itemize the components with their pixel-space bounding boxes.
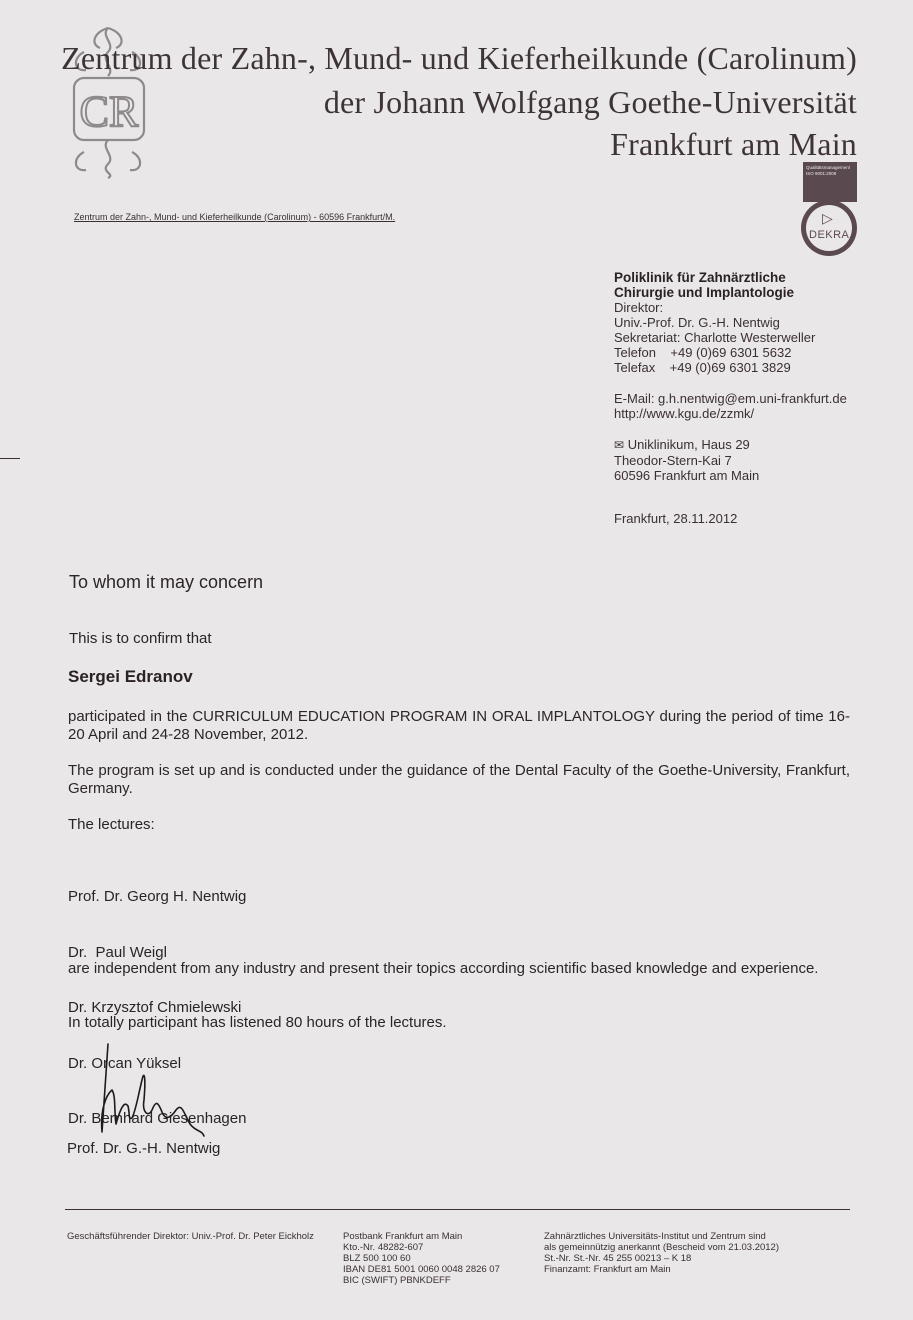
website: http://www.kgu.de/zzmk/ <box>614 406 755 421</box>
director-label: Direktor: <box>614 300 664 315</box>
footer-divider <box>65 1209 850 1210</box>
footer-legal-line: Zahnärztliches Universitäts-Institut und Zentrum sind <box>544 1231 766 1242</box>
director-name: Univ.-Prof. Dr. G.-H. Nentwig <box>614 315 780 330</box>
dekra-arrow-icon: ▷ <box>822 210 833 226</box>
lecturers-heading: The lectures: <box>68 816 155 833</box>
paragraph-program: The program is set up and is conducted under the guidance of the Dental Faculty of the Goethe-University, Frankfurt, Germany. <box>68 762 850 797</box>
footer-legal-line: St.-Nr. St.-Nr. 45 255 00213 – K 18 <box>544 1253 692 1264</box>
address-line-1 <box>614 437 847 453</box>
header-line-1: Zentrum der Zahn-, Mund- und Kieferheilkunde (Carolinum) <box>61 40 857 76</box>
footer-bank-line: BLZ 500 100 60 <box>343 1253 411 1264</box>
footer-legal-line: Finanzamt: Frankfurt am Main <box>544 1264 671 1275</box>
lecturer-item: Dr. Paul Weigl <box>68 943 167 961</box>
lecturer-item: Prof. Dr. Georg H. Nentwig <box>68 888 247 905</box>
phone: Telefon +49 (0)69 6301 5632 <box>614 345 792 360</box>
footer-bank-line: BIC (SWIFT) PBNKDEFF <box>343 1275 451 1286</box>
address-line-2: Theodor-Stern-Kai 7 <box>614 453 732 468</box>
footer-bank-line: Postbank Frankfurt am Main <box>343 1231 463 1242</box>
letter-date: Frankfurt, 28.11.2012 <box>614 511 738 526</box>
dekra-label: DEKRA <box>809 229 850 241</box>
department-block <box>614 270 847 526</box>
paragraph-participation: participated in the CURRICULUM EDUCATION PROGRAM IN ORAL IMPLANTOLOGY during the period of time 16-20 April and 24-28 November, 2012. <box>68 708 850 743</box>
handwritten-signature <box>92 1040 212 1140</box>
footer-col-legal <box>544 1231 779 1275</box>
paragraph-independence: are independent from any industry and present their topics according scientific based knowledge and experience. <box>68 960 819 977</box>
footer-bank-line: IBAN DE81 5001 0060 0048 2826 07 <box>343 1264 500 1275</box>
signatory-name: Prof. Dr. G.-H. Nentwig <box>67 1140 221 1157</box>
sender-return-line: Zentrum der Zahn-, Mund- und Kieferheilkunde (Carolinum) - 60596 Frankfurt/M. <box>74 212 396 222</box>
lecturer-item: Dr. Krzysztof Chmielewski <box>68 999 242 1016</box>
address-line-3: 60596 Frankfurt am Main <box>614 468 760 483</box>
participant-name: Sergei Edranov <box>68 667 193 686</box>
header-line-2: der Johann Wolfgang Goethe-Universität <box>323 84 857 120</box>
fax: Telefax +49 (0)69 6301 3829 <box>614 360 791 375</box>
dekra-header: Qualitätsmanagement ISO 9001:2008 <box>803 162 857 202</box>
lecturer-item: Dr. Orcan Yüksel <box>68 1054 182 1072</box>
email: E-Mail: g.h.nentwig@em.uni-frankfurt.de <box>614 391 847 406</box>
salutation: To whom it may concern <box>69 572 264 592</box>
footer-col-bank <box>343 1231 500 1286</box>
footer-bank-line: Kto.-Nr. 48282-607 <box>343 1242 424 1253</box>
footer-legal-line: als gemeinnützig anerkannt (Bescheid vom 21.03.2012) <box>544 1242 780 1253</box>
footer-director: Geschäftsführender Direktor: Univ.-Prof. Dr. Peter Eickholz <box>67 1231 314 1242</box>
logo-monogram: CR <box>79 87 139 136</box>
department-name-2: Chirurgie und Implantologie <box>614 285 794 300</box>
fold-mark <box>0 458 20 459</box>
address-line-1-text: Uniklinikum, Haus 29 <box>627 437 750 452</box>
dekra-certification-badge <box>798 162 860 266</box>
intro-line: This is to confirm that <box>69 630 212 647</box>
secretariat: Sekretariat: Charlotte Westerweller <box>614 330 816 345</box>
footer-col-director <box>67 1231 314 1242</box>
lecturer-item: Dr. Bernhard Giesenhagen <box>68 1110 247 1127</box>
envelope-icon: ✉ <box>614 438 625 452</box>
paragraph-hours: In totally participant has listened 80 hours of the lectures. <box>68 1014 447 1031</box>
department-name-1: Poliklinik für Zahnärztliche <box>614 270 786 285</box>
header-line-3: Frankfurt am Main <box>610 126 857 162</box>
